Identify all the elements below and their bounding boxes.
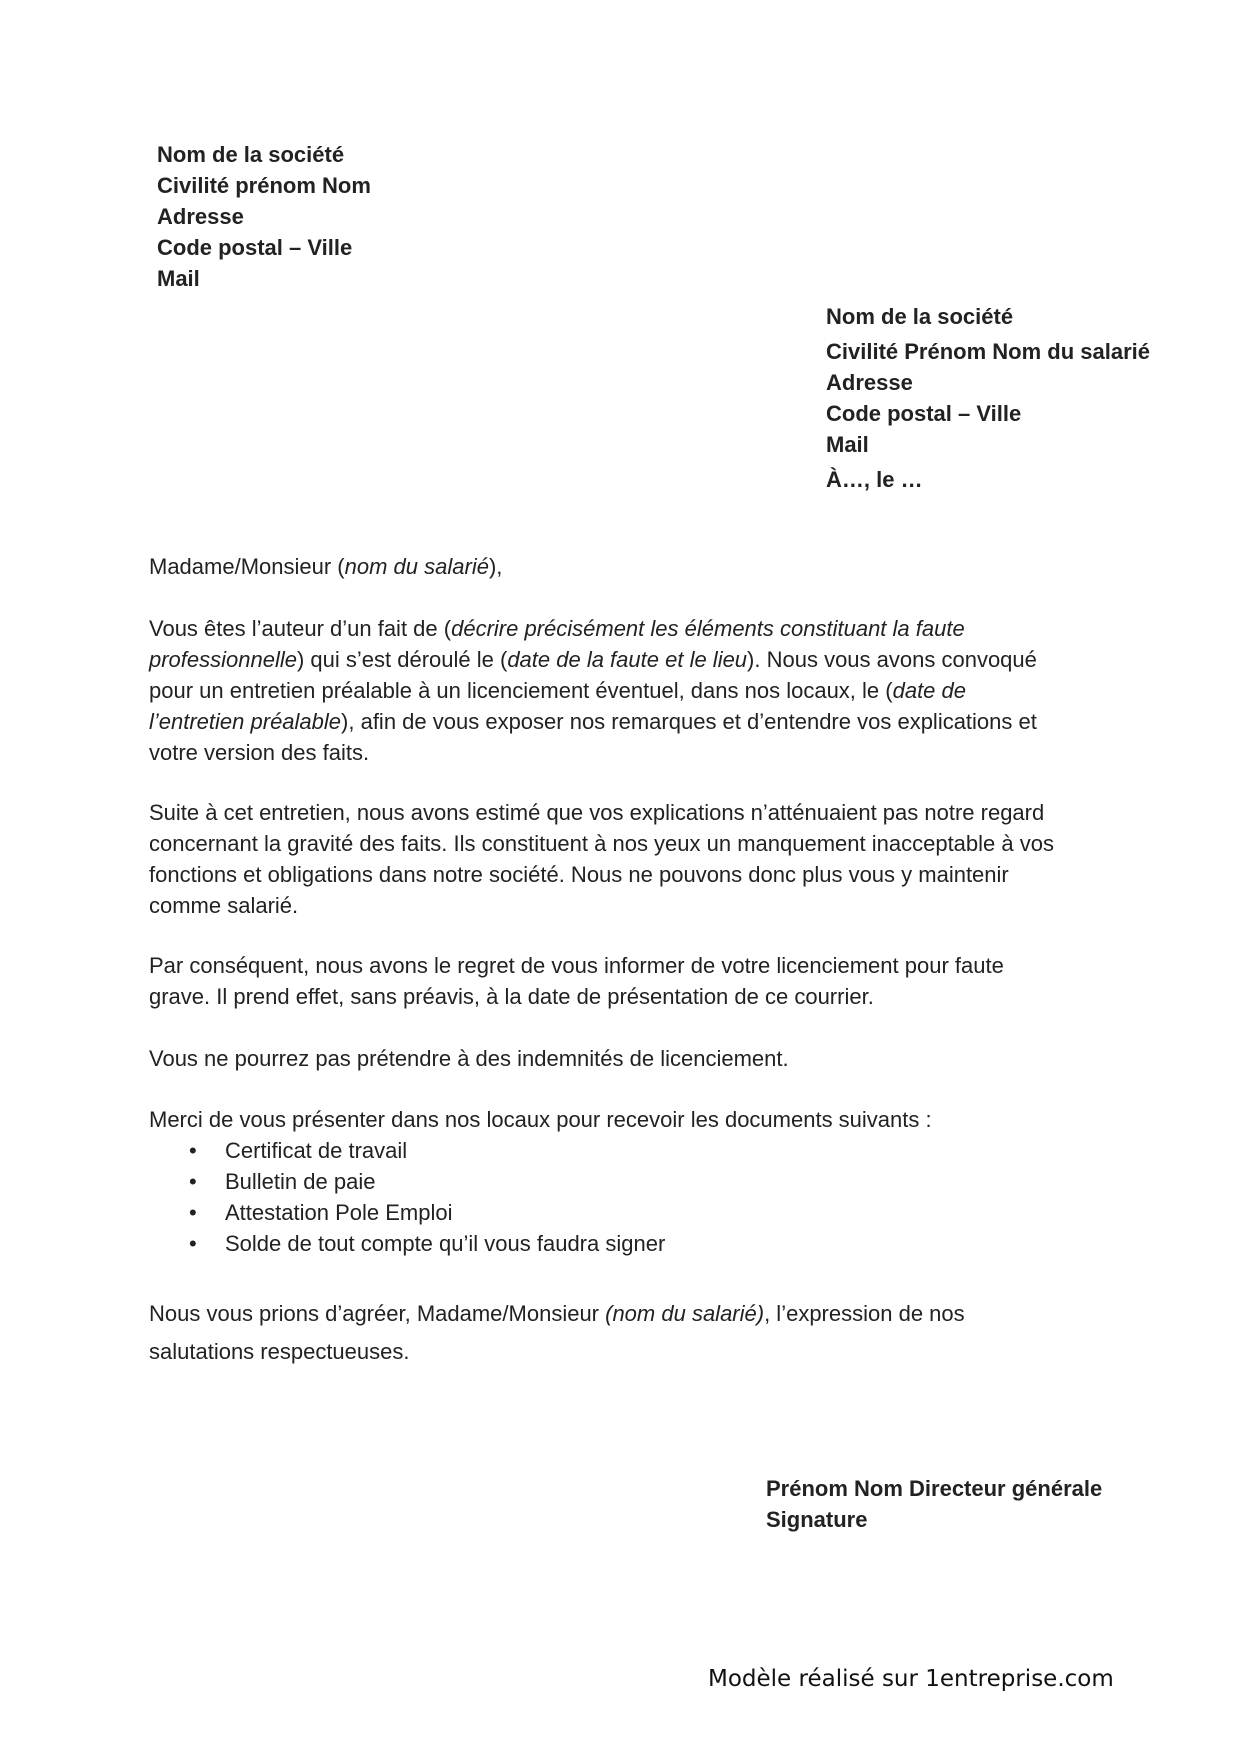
sender-postal-city: Code postal – Ville [157, 235, 353, 260]
footer-credit: Modèle réalisé sur 1entreprise.com [708, 1666, 1114, 1692]
list-item [149, 1228, 665, 1259]
signatory-name: Prénom Nom Directeur générale [766, 1476, 1103, 1501]
closing-formula [149, 1295, 1109, 1371]
recipient-postal-city: Code postal – Ville [826, 401, 1022, 426]
signature-block [766, 1473, 1102, 1535]
list-item-label: Attestation Pole Emploi [225, 1200, 453, 1225]
salutation [149, 551, 1109, 582]
salutation-placeholder: nom du salarié [344, 554, 489, 579]
list-item [149, 1135, 665, 1166]
placeholder-text: décrire précisément les éléments constituant la faute [451, 616, 965, 641]
paragraph-text: pour un entretien préalable à un licenciement éventuel, dans nos locaux, le ( [149, 678, 893, 703]
sender-address: Adresse [157, 204, 244, 229]
recipient-address-block [826, 301, 1150, 495]
paragraph-text: Vous êtes l’auteur d’un fait de ( [149, 616, 452, 641]
documents-list [149, 1135, 665, 1259]
list-item-label: Bulletin de paie [225, 1169, 376, 1194]
recipient-name: Civilité Prénom Nom du salarié [826, 339, 1150, 364]
paragraph-line: concernant la gravité des faits. Ils constituent à nos yeux un manquement inacceptable à vos [149, 831, 1054, 856]
recipient-address: Adresse [826, 370, 913, 395]
paragraph-text: ). Nous vous avons convoqué [747, 647, 1037, 672]
paragraph-assessment [149, 797, 1109, 921]
paragraph-line: comme salarié. [149, 893, 299, 918]
paragraph-line: Vous ne pourrez pas prétendre à des indemnités de licenciement. [149, 1046, 789, 1071]
bullet-icon: • [189, 1138, 197, 1163]
closing-text: , l’expression de nos [764, 1301, 965, 1326]
placeholder-text: professionnelle [149, 647, 297, 672]
paragraph-dismissal [149, 950, 1109, 1012]
recipient-mail: Mail [826, 432, 869, 457]
bullet-icon: • [189, 1231, 197, 1256]
paragraph-text: ) qui s’est déroulé le ( [296, 647, 508, 672]
placeholder-text: (nom du salarié) [605, 1301, 765, 1326]
list-item [149, 1197, 665, 1228]
paragraph-indemnities [149, 1043, 1109, 1074]
salutation-text-end: ), [488, 554, 503, 579]
sender-mail: Mail [157, 266, 200, 291]
list-item-label: Solde de tout compte qu’il vous faudra signer [225, 1231, 666, 1256]
closing-text: salutations respectueuses. [149, 1339, 410, 1364]
paragraph-line: Merci de vous présenter dans nos locaux pour recevoir les documents suivants : [149, 1107, 932, 1132]
closing-text: Nous vous prions d’agréer, Madame/Monsieur [149, 1301, 606, 1326]
sender-address-block [157, 139, 371, 294]
recipient-company: Nom de la société [826, 304, 1014, 329]
placeholder-text: date de [892, 678, 966, 703]
salutation-text: Madame/Monsieur ( [149, 554, 345, 579]
placeholder-text: l’entretien préalable [149, 709, 342, 734]
sender-company: Nom de la société [157, 142, 345, 167]
paragraph-text: ), afin de vous exposer nos remarques et d’entendre vos explications et [341, 709, 1037, 734]
paragraph-line: Par conséquent, nous avons le regret de vous informer de votre licenciement pour faute [149, 953, 1004, 978]
paragraph-line: Suite à cet entretien, nous avons estimé que vos explications n’atténuaient pas notre regard [149, 800, 1045, 825]
sender-name: Civilité prénom Nom [157, 173, 371, 198]
bullet-icon: • [189, 1200, 197, 1225]
paragraph-facts [149, 613, 1109, 768]
placeholder-text: date de la faute et le lieu [507, 647, 748, 672]
paragraph-documents-intro [149, 1104, 1109, 1135]
signature-label: Signature [766, 1507, 868, 1532]
paragraph-line: fonctions et obligations dans notre société. Nous ne pouvons donc plus vous y maintenir [149, 862, 1009, 887]
list-item [149, 1166, 665, 1197]
bullet-icon: • [189, 1169, 197, 1194]
place-and-date: À…, le … [826, 467, 923, 492]
paragraph-line: grave. Il prend effet, sans préavis, à la date de présentation de ce courrier. [149, 984, 874, 1009]
list-item-label: Certificat de travail [225, 1138, 408, 1163]
paragraph-text: votre version des faits. [149, 740, 370, 765]
